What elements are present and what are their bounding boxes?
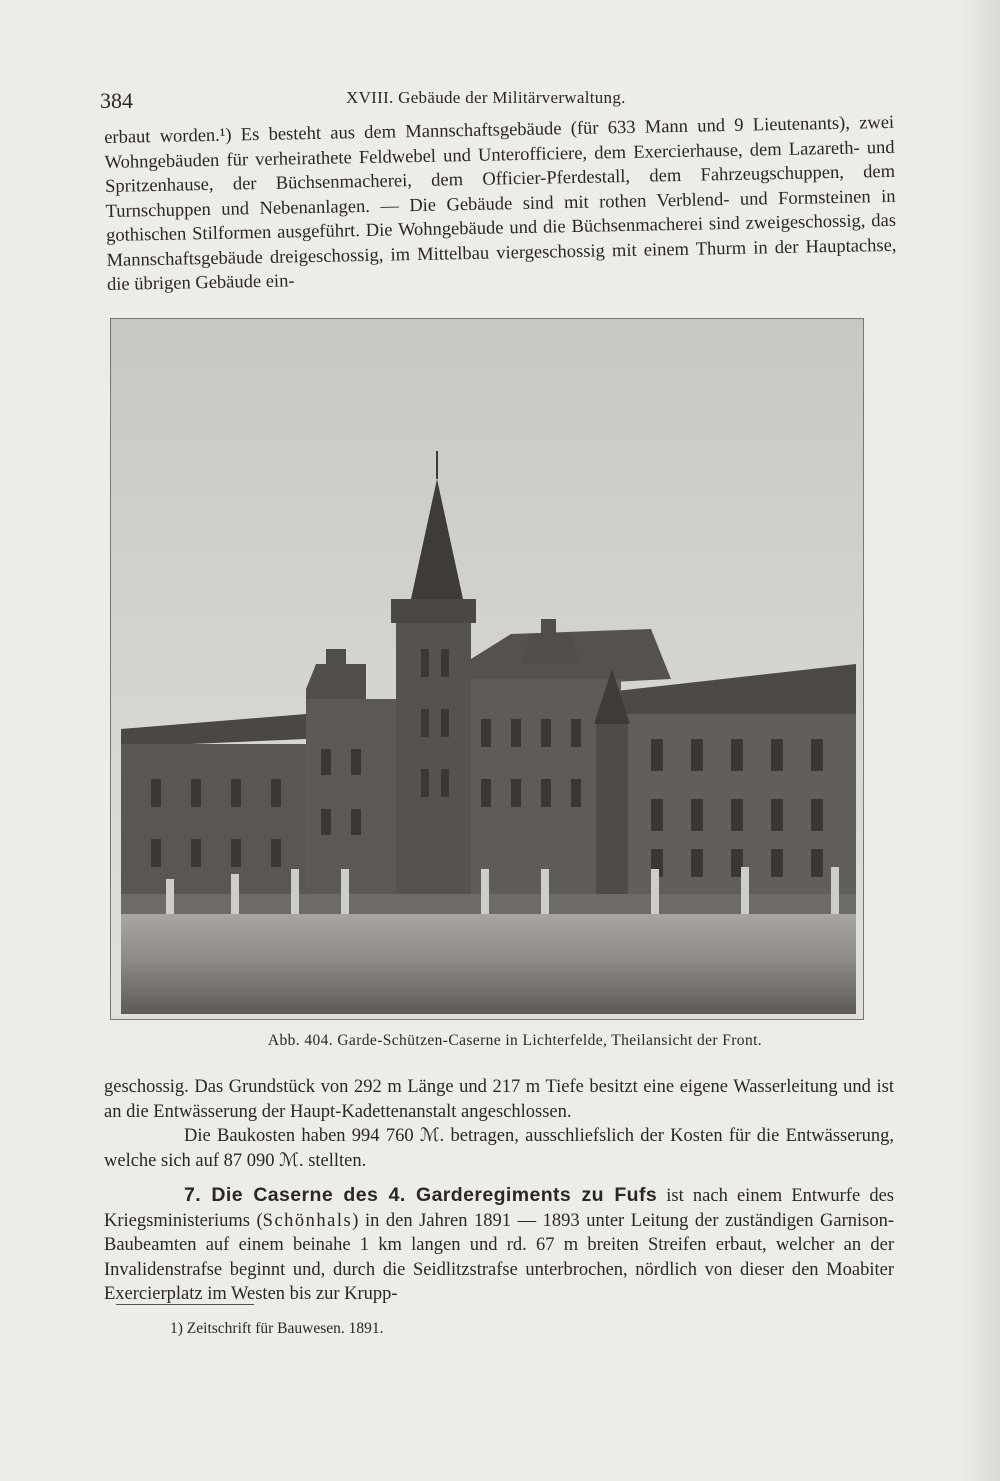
main-tower (396, 619, 471, 914)
section-7-text-a: ist nach einem Entwurfe des Kriegsministeriums ( (104, 1186, 894, 1231)
left-block (306, 699, 396, 914)
section-7-text-b: ) in den Jahren 1891 — 1893 unter Leitung der zuständigen Garnison-Baubeamten auf einem beinahe 1 km langen und rd. 67 m breiten Streifen erbaut, welcher an der Invalidenstrafse beginnt und, durch die Seidlitzstrafse unterbrochen, nördlich von dieser den Moabiter Exercierplatz im Westen bis zur Krupp- (104, 1210, 894, 1304)
footnote: 1) Zeitschrift für Bauwesen. 1891. (170, 1320, 384, 1337)
tower-battlement (391, 599, 476, 623)
running-title: XVIII. Gebäude der Militärverwaltung. (346, 88, 626, 107)
paragraph-grundstueck: geschossig. Das Grundstück von 292 m Länge und 217 m Tiefe besitzt eine eigene Wasserleitung und ist an die Entwässerung der Haupt-Kadettenanstalt angeschlossen. (104, 1077, 894, 1122)
parade-ground (121, 914, 856, 1014)
intro-text: erbaut worden.¹) Es besteht aus dem Mannschaftsgebäude (für 633 Mann und 9 Lieutenants), zwei Wohngebäuden für verheirathete Feldwebel und Unterofficiere, dem Exercierhause, dem Lazareth- und Spritzenhause, der Büchsenmacherei, dem Officier-Pferdestall, dem Fahrzeugschuppen, dem Turnschuppen und Nebenanlagen. — Die Gebäude sind mit rothen Verblend- und Formsteinen in gothischen Stilformen ausgeführt. Die Wohngebäude und die Büchsenmacherei sind zweigeschossig, das Mannschaftsgebäude dreigeschossig, im Mittelbau viergeschossig mit einem Thurm in der Hauptachse, die übrigen Gebäude ein- (104, 112, 897, 295)
turret (596, 724, 628, 914)
left-wing (121, 744, 311, 916)
architect-name: Schönhals (262, 1210, 353, 1231)
paragraph-baukosten: Die Baukosten haben 994 760 ℳ. betragen, ausschliefslich der Kosten für die Entwässerung, welche sich auf 87 090 ℳ. stellten. (104, 1126, 894, 1171)
page-number: 384 (100, 88, 133, 113)
page-edge-shadow (960, 0, 1000, 1481)
barracks-photo (111, 319, 863, 1019)
intro-paragraph (104, 111, 897, 298)
figure-photo (110, 318, 864, 1020)
section-7-heading: 7. Die Caserne des 4. Garderegiments zu Fufs (184, 1184, 658, 1206)
after-figure-text (104, 1075, 894, 1173)
section-7 (104, 1183, 894, 1307)
figure-caption: Abb. 404. Garde-Schützen-Caserne in Lichterfelde, Theilansicht der Front. (267, 1032, 763, 1049)
footnote-divider (116, 1304, 254, 1305)
